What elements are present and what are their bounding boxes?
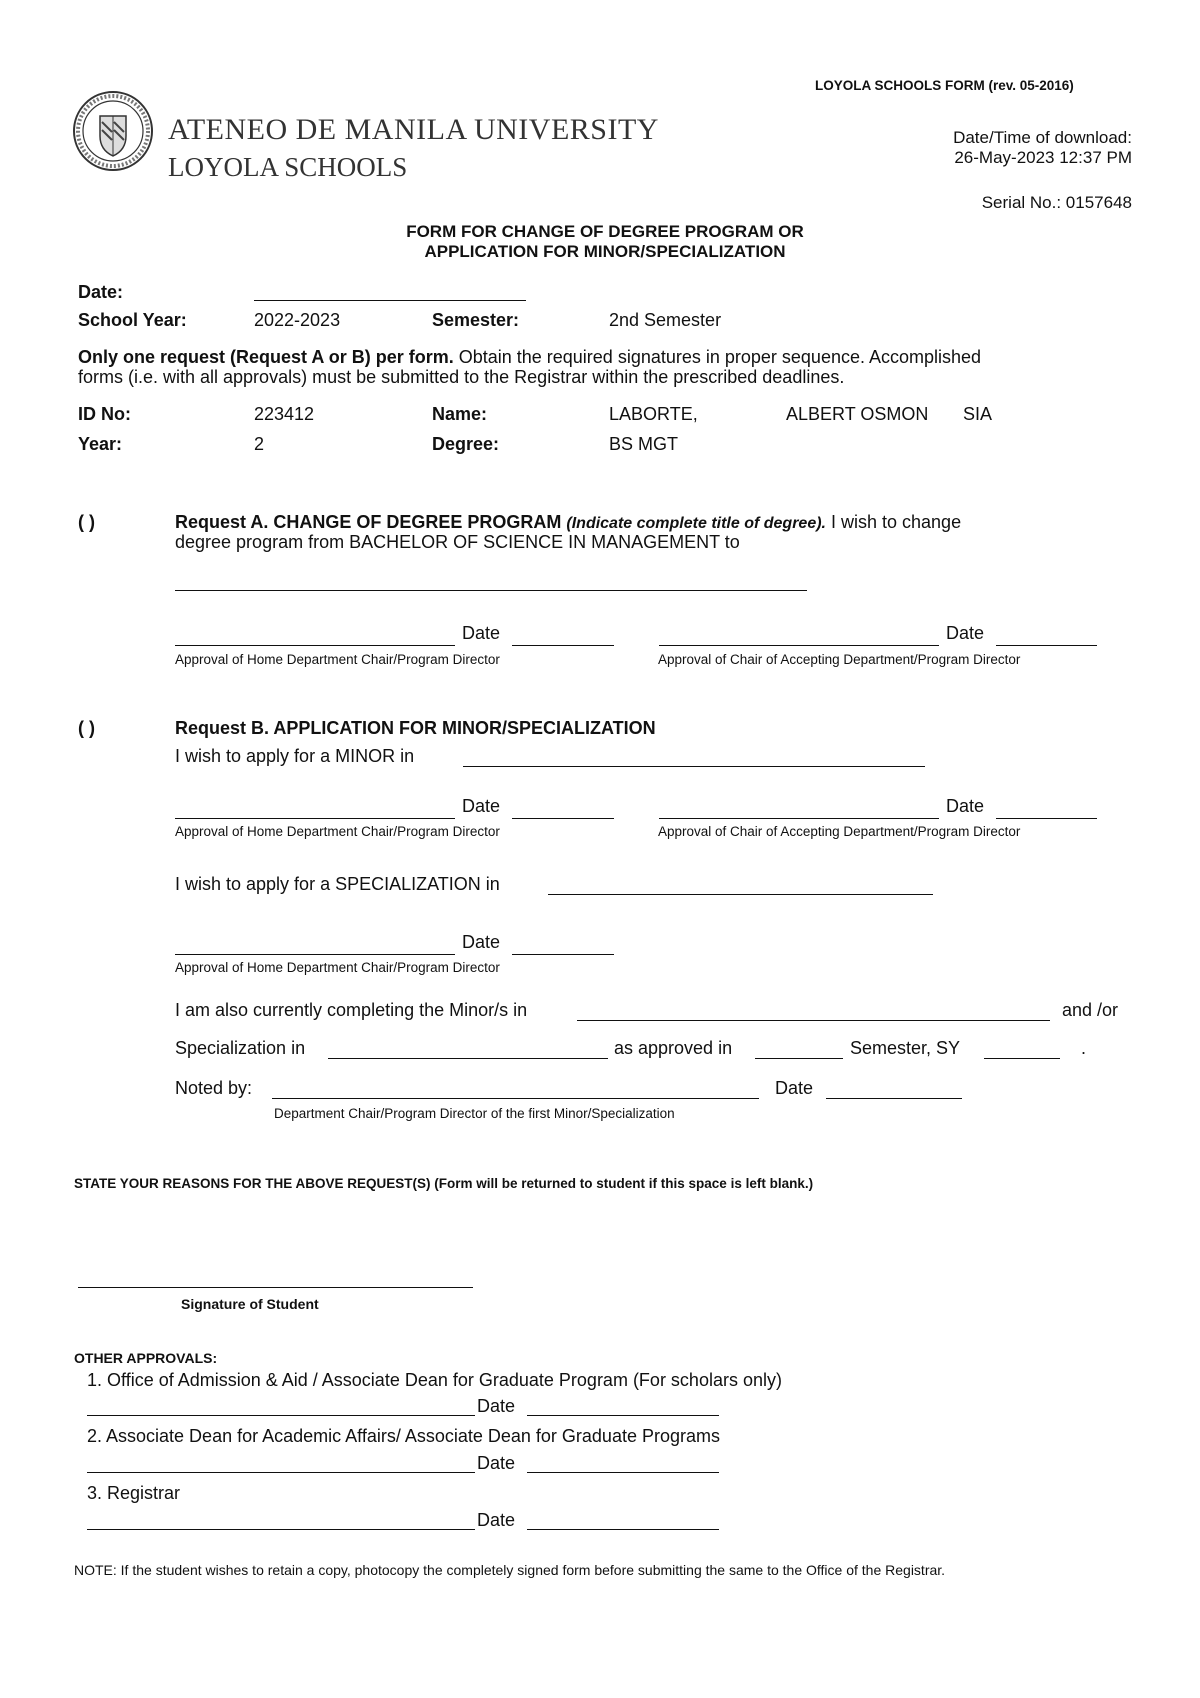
request-a-accepting-signature-field[interactable] xyxy=(659,645,939,646)
specialization-in-text: Specialization in xyxy=(175,1038,306,1058)
student-signature-caption: Signature of Student xyxy=(181,1296,319,1312)
minor-text: I wish to apply for a MINOR in xyxy=(175,746,415,766)
last-name: LABORTE, xyxy=(609,404,698,424)
date-label: Date: xyxy=(78,282,124,302)
completing-minor-field[interactable] xyxy=(577,1020,1050,1021)
approval-3-label: 3. Registrar xyxy=(87,1483,181,1503)
semester-value: 2nd Semester xyxy=(609,310,722,330)
approval-2-date-label: Date xyxy=(477,1453,516,1473)
school-year-label: School Year: xyxy=(78,310,187,330)
instructions-bold: Only one request (Request A or B) per form. xyxy=(78,347,454,367)
request-b-title: Request B. APPLICATION FOR MINOR/SPECIALIZATION xyxy=(175,718,656,738)
approval-2-signature-field[interactable] xyxy=(87,1472,475,1473)
student-signature-field[interactable] xyxy=(78,1287,473,1288)
request-a-home-signature-field[interactable] xyxy=(175,645,455,646)
download-label: Date/Time of download: xyxy=(953,128,1132,147)
and-or-text: and /or xyxy=(1062,1000,1119,1020)
noted-date-label: Date xyxy=(775,1078,814,1098)
reasons-label: STATE YOUR REASONS FOR THE ABOVE REQUEST(S) (Form will be returned to student if this space is left blank.) xyxy=(74,1176,814,1191)
form-title-line2: APPLICATION FOR MINOR/SPECIALIZATION xyxy=(424,242,786,261)
degree-value: BS MGT xyxy=(609,434,679,454)
instructions-line2: forms (i.e. with all approvals) must be submitted to the Registrar within the prescribed deadlines. xyxy=(78,367,845,387)
school-year-value: 2022-2023 xyxy=(254,310,341,330)
reasons-textarea[interactable] xyxy=(74,1196,1124,1278)
download-value: 26-May-2023 12:37 PM xyxy=(954,148,1132,167)
semester-sy-text: Semester, SY xyxy=(850,1038,961,1058)
approval-2-label: 2. Associate Dean for Academic Affairs/ Associate Dean for Graduate Programs xyxy=(87,1426,720,1446)
specialization-home-signature-field[interactable] xyxy=(175,954,455,955)
request-a-note: (Indicate complete title of degree). xyxy=(566,515,826,532)
serial-number: Serial No.: 0157648 xyxy=(981,193,1132,212)
request-a-line2: degree program from BACHELOR OF SCIENCE IN MANAGEMENT to xyxy=(175,532,740,552)
minor-accepting-caption: Approval of Chair of Accepting Department/Program Director xyxy=(658,824,1021,839)
id-value: 223412 xyxy=(254,404,315,424)
other-approvals-heading: OTHER APPROVALS: xyxy=(74,1350,218,1366)
university-seal-icon xyxy=(72,90,154,172)
request-a-line1 xyxy=(175,512,961,533)
minor-home-signature-field[interactable] xyxy=(175,818,455,819)
noted-by-signature-field[interactable] xyxy=(272,1098,759,1099)
approval-1-date-label: Date xyxy=(477,1396,516,1416)
year-value: 2 xyxy=(254,434,265,454)
approval-3-signature-field[interactable] xyxy=(87,1529,475,1530)
form-id: LOYOLA SCHOOLS FORM (rev. 05-2016) xyxy=(815,78,1074,93)
specialization-home-caption: Approval of Home Department Chair/Program Director xyxy=(175,960,500,975)
id-label: ID No: xyxy=(78,404,131,424)
minor-field[interactable] xyxy=(463,766,925,767)
minor-home-date-label: Date xyxy=(462,796,501,816)
noted-by-label: Noted by: xyxy=(175,1078,253,1098)
specialization-home-date-field[interactable] xyxy=(512,954,614,955)
approval-3-date-label: Date xyxy=(477,1510,516,1530)
request-a-title: Request A. CHANGE OF DEGREE PROGRAM xyxy=(175,512,562,532)
first-name: ALBERT OSMON xyxy=(786,404,929,424)
completing-text: I am also currently completing the Minor/s in xyxy=(175,1000,528,1020)
noted-caption: Department Chair/Program Director of the first Minor/Specialization xyxy=(274,1106,675,1121)
request-a-home-date-field[interactable] xyxy=(512,645,614,646)
request-a-checkbox[interactable]: ( ) xyxy=(78,512,95,532)
minor-accepting-date-label: Date xyxy=(946,796,985,816)
minor-home-date-field[interactable] xyxy=(512,818,614,819)
name-label: Name: xyxy=(432,404,488,424)
approval-1-label: 1. Office of Admission & Aid / Associate Dean for Graduate Program (For scholars only) xyxy=(87,1370,782,1390)
instructions-line1 xyxy=(78,347,981,368)
noted-date-field[interactable] xyxy=(826,1098,962,1099)
specialization-text: I wish to apply for a SPECIALIZATION in xyxy=(175,874,500,894)
new-degree-field[interactable] xyxy=(175,590,807,591)
specialization-home-date-label: Date xyxy=(462,932,501,952)
period-text: . xyxy=(1081,1038,1087,1058)
year-label: Year: xyxy=(78,434,123,454)
date-field[interactable] xyxy=(254,300,526,301)
semester-label: Semester: xyxy=(432,310,520,330)
request-a-accepting-date-field[interactable] xyxy=(996,645,1097,646)
request-a-accepting-caption: Approval of Chair of Accepting Department/Program Director xyxy=(658,652,1021,667)
request-a-home-caption: Approval of Home Department Chair/Program Director xyxy=(175,652,500,667)
instructions-rest: Obtain the required signatures in proper sequence. Accomplished xyxy=(453,347,982,367)
minor-accepting-signature-field[interactable] xyxy=(659,818,939,819)
school-name: LOYOLA SCHOOLS xyxy=(168,152,408,182)
approved-semester-field[interactable] xyxy=(755,1058,843,1059)
form-title-line1: FORM FOR CHANGE OF DEGREE PROGRAM OR xyxy=(406,222,804,241)
request-a-home-date-label: Date xyxy=(462,623,501,643)
completing-specialization-field[interactable] xyxy=(328,1058,608,1059)
approval-1-date-field[interactable] xyxy=(527,1415,719,1416)
degree-label: Degree: xyxy=(432,434,500,454)
university-name: ATENEO DE MANILA UNIVERSITY xyxy=(168,113,659,146)
approval-2-date-field[interactable] xyxy=(527,1472,719,1473)
footer-note: NOTE: If the student wishes to retain a copy, photocopy the completely signed form before submitting the same to the Office of the Registrar. xyxy=(74,1562,946,1578)
approved-sy-field[interactable] xyxy=(984,1058,1060,1059)
minor-home-caption: Approval of Home Department Chair/Program Director xyxy=(175,824,500,839)
approval-3-date-field[interactable] xyxy=(527,1529,719,1530)
specialization-field[interactable] xyxy=(548,894,933,895)
request-a-text1: I wish to change xyxy=(826,512,962,532)
as-approved-text: as approved in xyxy=(614,1038,733,1058)
middle-name: SIA xyxy=(963,404,993,424)
request-b-checkbox[interactable]: ( ) xyxy=(78,718,95,738)
request-a-accepting-date-label: Date xyxy=(946,623,985,643)
minor-accepting-date-field[interactable] xyxy=(996,818,1097,819)
approval-1-signature-field[interactable] xyxy=(87,1415,475,1416)
